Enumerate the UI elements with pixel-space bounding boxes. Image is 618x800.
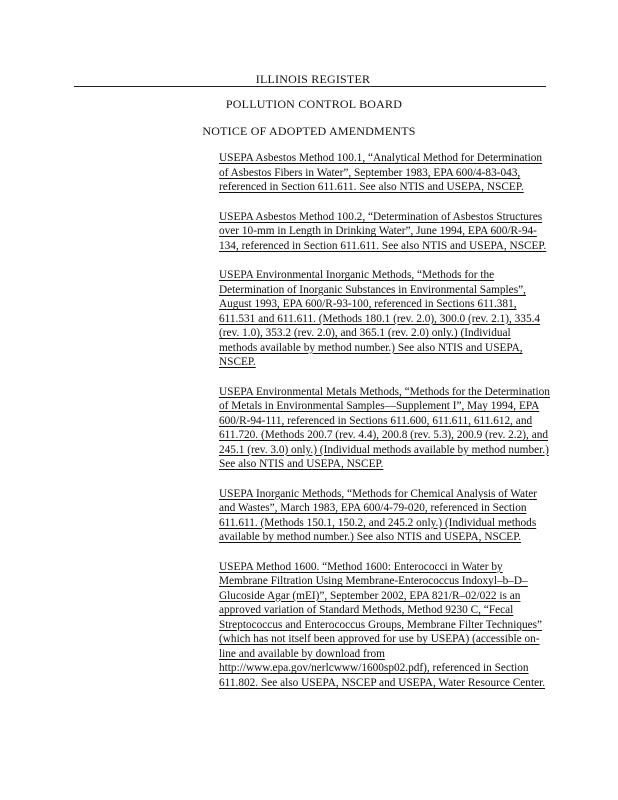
register-title: ILLINOIS REGISTER <box>255 72 371 86</box>
reference-entry-asbestos-100-1: USEPA Asbestos Method 100.1, “Analytical Method for Determination of Asbestos Fibers in Water”, September 1983, EPA 600/4-83-043, referenced in Section 611.611. See also NTIS and USEPA, NSCEP. <box>219 152 543 193</box>
reference-entry-chemical-analysis: USEPA Inorganic Methods, “Methods for Chemical Analysis of Water and Wastes”, March 1983, EPA 600/4-79-020, referenced in Section 611.611. (Methods 150.1, 150.2, and 245.2 only.) (Individual methods available by method number.) See also NTIS and USEPA, NSCEP. <box>219 487 537 543</box>
reference-entry-inorganic-methods: USEPA Environmental Inorganic Methods, “Methods for the Determination of Inorganic Substances in Environmental Samples”, August 1993, EPA 600/R-93-100, referenced in Sections 611.381, 611.531 and 611.611. (Methods 180.1 (rev. 2.0), 300.0 (rev. 2.1), 335.4 (rev. 1.0), 353.2 (rev. 2.0), and 365.1 (rev. 2.0) only.) (Individual methods available by method number.) See also NTIS and USEPA, NSCEP. <box>219 269 541 368</box>
reference-entry-metals-methods: USEPA Environmental Metals Methods, “Methods for the Determination of Metals in Environmental Samples—Supplement I”, May 1994, EPA 600/R-94-111, referenced in Sections 611.600, 611.611, 611.612, and 611.720. (Methods 200.7 (rev. 4.4), 200.8 (rev. 5.3), 200.9 (rev. 2.2), and 245.1 (rev. 3.0) only.) (Individual methods available by method number.) See also NTIS and USEPA, NSCEP. <box>219 385 550 470</box>
reference-entry-method-1600: USEPA Method 1600. “Method 1600: Enterococci in Water by Membrane Filtration Using Membrane-Enterococcus Indoxyl–b–D–Glucoside Agar (mEI)”, September 2002, EPA 821/R–02/022 is an approved variation of Standard Methods, Method 9230 C, “Fecal Streptococcus and Enterococcus Groups, Membrane Filter Techniques” (which has not itself been approved for use by USEPA) (accessible on-line and available by download from http://www.epa.gov/nerlcwww/1600sp02.pdf), referenced in Section 611.802. See also USEPA, NSCEP and USEPA, Water Resource Center. <box>219 560 546 689</box>
board-title: POLLUTION CONTROL BOARD <box>225 97 403 111</box>
header-rule <box>74 86 546 87</box>
reference-list <box>219 151 551 705</box>
notice-title: NOTICE OF ADOPTED AMENDMENTS <box>202 124 416 138</box>
reference-entry-asbestos-100-2: USEPA Asbestos Method 100.2, “Determination of Asbestos Structures over 10-mm in Length in Drinking Water”, June 1994, EPA 600/R-94-134, referenced in Section 611.611. See also NTIS and USEPA, NSCEP. <box>219 210 547 252</box>
